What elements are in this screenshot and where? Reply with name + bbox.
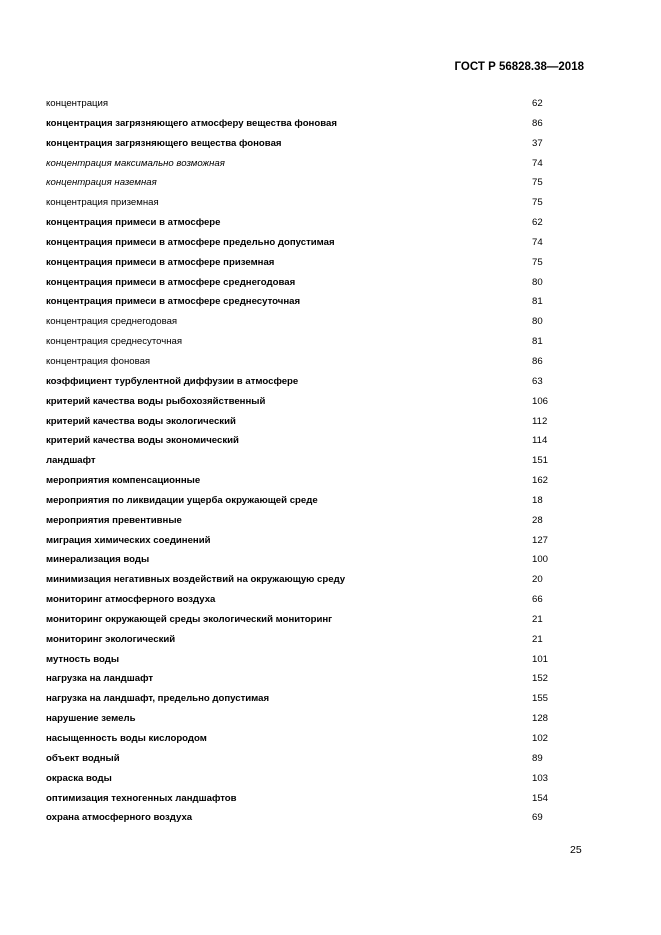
index-term: концентрация примеси в атмосфере среднегодовая: [46, 276, 296, 288]
index-term: критерий качества воды экономический: [46, 435, 239, 447]
index-entry: [46, 732, 586, 752]
index-entry: [46, 236, 586, 256]
index-page-ref: 101: [532, 653, 549, 665]
index-entry: [46, 672, 586, 692]
term-index: [46, 97, 586, 831]
index-term: мониторинг окружающей среды экологический мониторинг: [46, 613, 333, 625]
index-term: концентрация примеси в атмосфере приземная: [46, 256, 275, 268]
index-page-ref: 81: [532, 296, 543, 308]
index-entry: [46, 573, 586, 593]
index-entry: [46, 454, 586, 474]
index-entry: [46, 434, 586, 454]
index-entry: [46, 772, 586, 792]
index-page-ref: 114: [532, 435, 548, 447]
index-page-ref: 66: [532, 594, 543, 606]
index-page-ref: 162: [532, 475, 549, 487]
index-term: концентрация загрязняющего атмосферу вещества фоновая: [46, 117, 337, 129]
index-term: концентрация среднегодовая: [46, 316, 178, 328]
index-page-ref: 86: [532, 355, 543, 367]
index-page-ref: 18: [532, 494, 543, 506]
index-entry: [46, 157, 586, 177]
index-page-ref: 103: [532, 772, 549, 784]
index-page-ref: 127: [532, 534, 549, 546]
index-term: критерий качества воды рыбохозяйственный: [46, 395, 266, 407]
index-term: миграция химических соединений: [46, 534, 211, 546]
index-page-ref: 80: [532, 276, 543, 288]
index-page-ref: 155: [532, 693, 549, 705]
index-entry: [46, 335, 586, 355]
index-page-ref: 128: [532, 713, 549, 725]
index-page-ref: 80: [532, 316, 543, 328]
index-entry: [46, 196, 586, 216]
index-entry: [46, 811, 586, 831]
index-term: концентрация приземная: [46, 197, 159, 209]
index-entry: [46, 315, 586, 335]
index-entry: [46, 176, 586, 196]
index-page-ref: 69: [532, 812, 543, 824]
index-term: концентрация примеси в атмосфере предельно допустимая: [46, 236, 335, 248]
index-entry: [46, 256, 586, 276]
index-term: концентрация примеси в атмосфере среднесуточная: [46, 296, 301, 308]
index-page-ref: 37: [532, 137, 543, 149]
index-term: минерализация воды: [46, 554, 150, 566]
index-term: объект водный: [46, 752, 120, 764]
index-page-ref: 21: [532, 633, 543, 645]
document-header: ГОСТ Р 56828.38—2018: [454, 61, 584, 73]
index-page-ref: 106: [532, 395, 549, 407]
index-entry: [46, 415, 586, 435]
index-entry: [46, 633, 586, 653]
index-page-ref: 63: [532, 375, 543, 387]
index-page-ref: 21: [532, 613, 543, 625]
index-page-ref: 75: [532, 177, 543, 189]
index-entry: [46, 216, 586, 236]
index-term: концентрация максимально возможная: [46, 157, 225, 169]
index-entry: [46, 395, 586, 415]
index-page-ref: 62: [532, 217, 543, 229]
index-term: критерий качества воды экологический: [46, 415, 236, 427]
index-term: насыщенность воды кислородом: [46, 733, 207, 744]
index-page-ref: 151: [532, 455, 549, 467]
index-page-ref: 100: [532, 554, 549, 566]
index-entry: [46, 137, 586, 157]
index-page-ref: 154: [532, 792, 549, 804]
index-page-ref: 75: [532, 197, 543, 209]
index-page-ref: 20: [532, 574, 543, 586]
index-term: нарушение земель: [46, 713, 136, 725]
index-term: концентрация фоновая: [46, 355, 151, 367]
index-entry: [46, 593, 586, 613]
index-page-ref: 74: [532, 157, 543, 169]
index-term: мероприятия по ликвидации ущерба окружающей среде: [46, 494, 318, 506]
index-page-ref: 102: [532, 733, 549, 744]
index-entry: [46, 117, 586, 137]
index-entry: [46, 474, 586, 494]
index-term: окраска воды: [46, 772, 112, 784]
index-entry: [46, 752, 586, 772]
index-term: минимизация негативных воздействий на окружающую среду: [46, 574, 346, 586]
index-term: нагрузка на ландшафт, предельно допустимая: [46, 693, 270, 705]
index-term: мониторинг атмосферного воздуха: [46, 594, 216, 606]
index-entry: [46, 534, 586, 554]
page-number: 25: [570, 844, 582, 856]
index-term: концентрация: [46, 98, 109, 109]
index-term: мониторинг экологический: [46, 633, 176, 645]
index-entry: [46, 494, 586, 514]
index-page-ref: 86: [532, 117, 543, 129]
index-entry: [46, 355, 586, 375]
index-entry: [46, 276, 586, 296]
index-entry: [46, 375, 586, 395]
index-entry: [46, 613, 586, 633]
index-page-ref: 75: [532, 256, 543, 268]
index-term: ландшафт: [46, 455, 96, 467]
index-entry: [46, 514, 586, 534]
index-entry: [46, 792, 586, 812]
index-term: мероприятия превентивные: [46, 514, 182, 526]
index-page-ref: 112: [532, 415, 548, 427]
index-page-ref: 28: [532, 514, 543, 526]
index-entry: [46, 553, 586, 573]
index-term: концентрация наземная: [46, 177, 157, 189]
index-page-ref: 81: [532, 336, 543, 348]
index-entry: [46, 295, 586, 315]
index-term: коэффициент турбулентной диффузии в атмосфере: [46, 375, 299, 387]
index-page-ref: 89: [532, 752, 543, 764]
index-page-ref: 62: [532, 98, 543, 109]
index-term: концентрация примеси в атмосфере: [46, 217, 221, 229]
index-term: концентрация загрязняющего вещества фоновая: [46, 137, 282, 149]
index-term: нагрузка на ландшафт: [46, 673, 154, 685]
index-page-ref: 74: [532, 236, 543, 248]
index-term: охрана атмосферного воздуха: [46, 812, 193, 824]
index-page-ref: 152: [532, 673, 549, 685]
index-term: оптимизация техногенных ландшафтов: [46, 792, 237, 804]
index-entry: [46, 692, 586, 712]
index-entry: [46, 97, 586, 117]
index-term: концентрация среднесуточная: [46, 336, 183, 348]
index-entry: [46, 653, 586, 673]
index-term: мероприятия компенсационные: [46, 475, 201, 487]
index-term: мутность воды: [46, 653, 120, 665]
index-entry: [46, 712, 586, 732]
